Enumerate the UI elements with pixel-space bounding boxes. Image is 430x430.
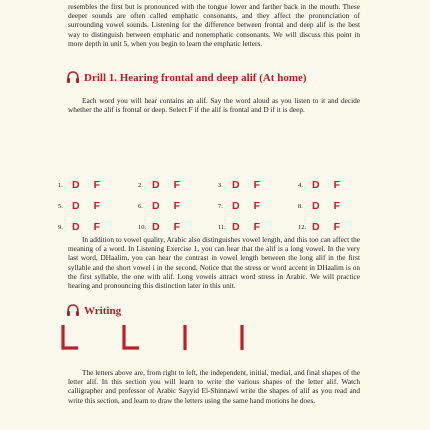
option-d[interactable]: D [72,200,80,212]
option-f[interactable]: F [93,221,101,233]
drill-item: 1. D F [58,179,101,191]
option-d[interactable]: D [152,179,160,191]
drill-item: 10. D F [138,221,181,233]
option-f[interactable]: F [173,221,181,233]
option-d[interactable]: D [312,221,320,233]
drill-title: Drill 1. Hearing frontal and deep alif (At home) [84,71,307,84]
alif-letter-shapes [60,323,250,353]
drill-item: 2. D F [138,179,181,191]
option-d[interactable]: D [152,221,160,233]
writing-title: Writing [84,304,122,317]
option-d[interactable]: D [72,221,80,233]
drill-item: 4. D F [298,179,341,191]
drill-item: 5. D F [58,200,101,212]
option-f[interactable]: F [253,200,261,212]
option-f[interactable]: F [173,179,181,191]
option-f[interactable]: F [253,179,261,191]
drill-item: 7. D F [218,200,261,212]
option-f[interactable]: F [333,200,341,212]
drill-item: 11. D F [218,221,261,233]
option-d[interactable]: D [312,200,320,212]
option-f[interactable]: F [333,179,341,191]
writing-heading [66,304,121,317]
headphones-icon[interactable] [66,304,80,317]
drill-heading [66,71,307,84]
vowel-length-paragraph: In addition to vowel quality, Arabic also distinguishes vowel length, and this too can affect the meaning of a word. In Listening Exercise 1, you can hear that the alif is a long vowel. In the very last word, DHaalim, you can hear the contrast in vowel length between the long alif in the first syllable and the short vowel i in the second. Notice that the stress or word accent in DHaalim is on the first syllable, the one with alif. Long vowels attract word stress in Arabic. We will practice hearing and pronouncing this distinction later in this unit. [68,235,360,291]
alif-final-shape [63,325,78,348]
headphones-icon[interactable] [66,71,80,84]
option-d[interactable]: D [232,221,240,233]
drill-instructions: Each word you will hear contains an alif. Say the word aloud as you listen to it and decide whether the alif is frontal or deep. Select F if the alif is frontal and D if it is deep. [68,96,360,115]
option-f[interactable]: F [93,179,101,191]
drill-item: 3. D F [218,179,261,191]
option-d[interactable]: D [312,179,320,191]
drill-item: 6. D F [138,200,181,212]
option-f[interactable]: F [333,221,341,233]
intro-paragraph: resembles the first but is pronounced with the tongue lower and farther back in the mouth. These deeper sounds are often called emphatic consonants, and they affect the pronunciation of surrounding vowel sounds. Listening for the difference between frontal and deep alif is the best way to distinguish between emphatic and nonemphatic consonants. We will discuss this point in more depth in unit 5, when you begin to learn the emphatic letters. [68,2,360,48]
drill-item: 8. D F [298,200,341,212]
option-d[interactable]: D [232,179,240,191]
option-f[interactable]: F [253,221,261,233]
writing-paragraph: The letters above are, from right to left, the independent, initial, medial, and final shapes of the letter alif. In this section you will learn to write the various shapes of the letter alif. Watch calligrapher and professor of Arabic Sayyid El-Shinnawi write the shapes of alif as you read and write this section, and learn to draw the letters using the same hand motions he does. [68,368,360,405]
option-d[interactable]: D [152,200,160,212]
option-f[interactable]: F [173,200,181,212]
option-f[interactable]: F [93,200,101,212]
option-d[interactable]: D [72,179,80,191]
drill-item: 12. D F [298,221,341,233]
drill-answer-grid [58,176,378,236]
alif-medial-shape [124,325,139,348]
option-d[interactable]: D [232,200,240,212]
drill-item: 9. D F [58,221,101,233]
